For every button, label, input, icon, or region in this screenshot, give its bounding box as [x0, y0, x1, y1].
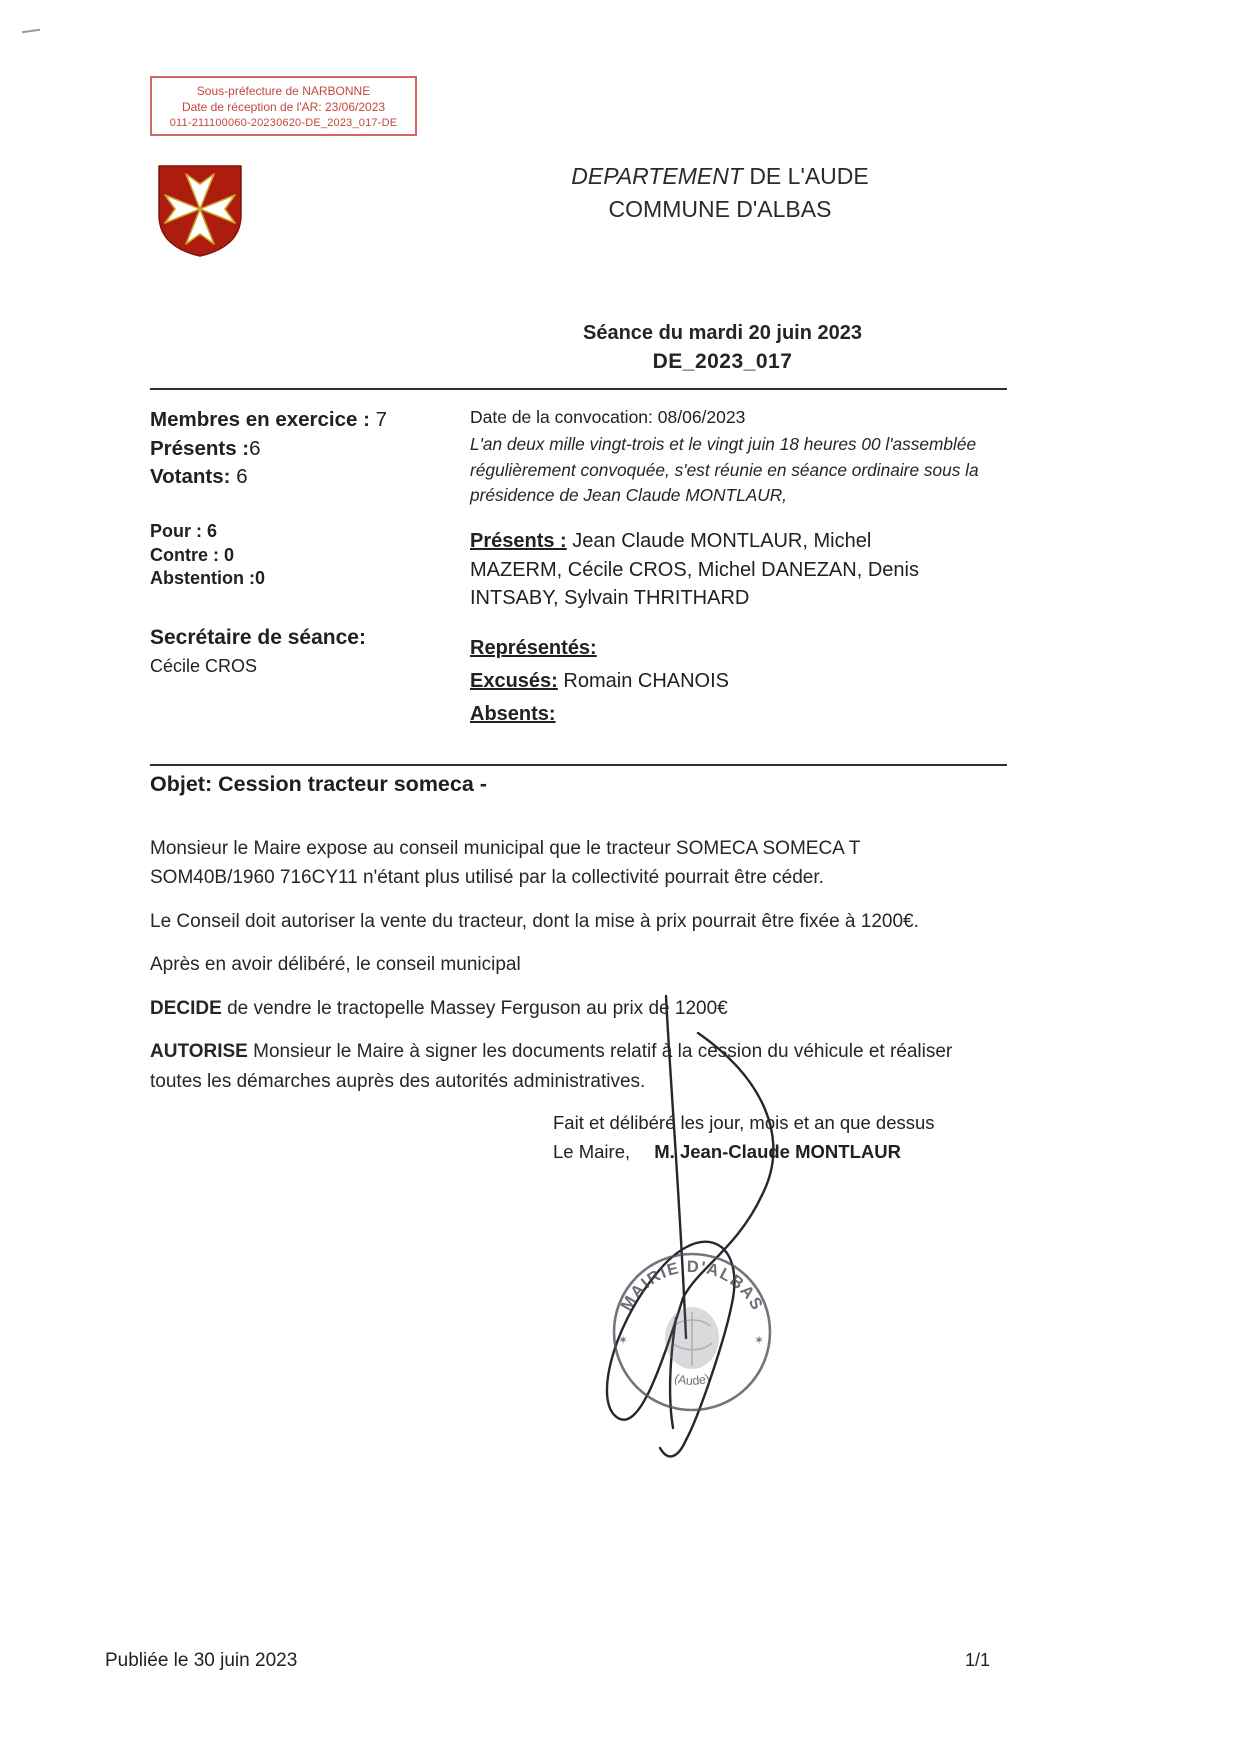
- divider-top: [150, 388, 1007, 390]
- present-count-label: Présents :: [150, 436, 250, 460]
- objet-title: Objet: Cession tracteur someca -: [150, 772, 487, 796]
- presents-line: [470, 527, 1015, 556]
- for-label: Pour :: [150, 521, 202, 541]
- closing-formula: Fait et délibéré les jour, mois et an que dessus: [553, 1112, 935, 1133]
- vote-row: [150, 567, 265, 591]
- maltese-cross-shield-icon: [155, 163, 245, 258]
- svg-text:MAIRIE D'ALBAS: [617, 1258, 766, 1314]
- against-value: 0: [224, 544, 235, 565]
- excuses-label: Excusés:: [470, 670, 558, 692]
- count-row: [150, 463, 387, 492]
- paragraph-line: SOM40B/1960 716CY11 n'étant plus utilisé par la collectivité pourrait être céder.: [150, 866, 824, 888]
- count-row: [150, 435, 387, 464]
- department-line: [430, 160, 1010, 193]
- absents-label: Absents:: [470, 703, 556, 725]
- convocation-date: Date de la convocation: 08/06/2023: [470, 407, 746, 427]
- document-header: [430, 160, 1010, 226]
- stamp-arc-text: MAIRIE D'ALBAS: [617, 1257, 767, 1315]
- scan-artifact: [22, 29, 40, 33]
- representes-label: Représentés:: [470, 637, 597, 659]
- presents-label: Présents :: [470, 530, 567, 552]
- attendance-excuses: [470, 670, 1015, 693]
- attendance-presents: [470, 527, 1015, 613]
- presents-line: INTSABY, Sylvain THRITHARD: [470, 587, 750, 609]
- svg-text:(Aude): [673, 1371, 712, 1388]
- body-paragraph-2: Le Conseil doit autoriser la vente du tracteur, dont la mise à prix pourrait être fixée à 1200€.: [150, 911, 919, 932]
- for-value: 6: [207, 521, 218, 541]
- members-in-office-label: Membres en exercice :: [150, 408, 370, 431]
- autorise-text: Monsieur le Maire à signer les documents relatif à la cession du véhicule et réaliser: [253, 1041, 953, 1062]
- against-label: Contre :: [150, 544, 219, 565]
- commune-line: COMMUNE D'ALBAS: [608, 196, 832, 222]
- members-in-office-value: 7: [375, 408, 388, 431]
- session-title: Séance du mardi 20 juin 2023: [582, 322, 862, 344]
- stamp-star-left: ✶: [618, 1333, 629, 1347]
- decide-label: DECIDE: [150, 998, 222, 1019]
- stamp-star-right: ✶: [754, 1333, 765, 1347]
- body-paragraph-1: [150, 835, 1030, 892]
- divider-objet: [150, 764, 1007, 766]
- deliberation-number: DE_2023_017: [652, 350, 793, 373]
- vote-tally: [150, 520, 265, 591]
- attendance-representes: [470, 637, 1015, 660]
- body-paragraph-3: Après en avoir délibéré, le conseil municipal: [150, 954, 521, 975]
- department-word: DEPARTEMENT: [571, 163, 743, 189]
- page-number: 1/1: [964, 1650, 990, 1670]
- voters-count-label: Votants:: [150, 465, 231, 488]
- narrative-line: L'an deux mille vingt-trois et le vingt juin 18 heures 00 l'assemblée: [470, 434, 977, 454]
- prefecture-reception-stamp: [150, 76, 417, 136]
- secretary-name: Cécile CROS: [150, 656, 258, 676]
- mairie-round-stamp: [608, 1248, 776, 1416]
- narrative-line: régulièrement convoquée, s'est réunie en séance ordinaire sous la: [470, 459, 979, 480]
- reception-stamp-reference: 011-211100060-20230620-DE_2023_017-DE: [169, 117, 398, 129]
- abstention-value: 0: [255, 568, 266, 588]
- abstention-label: Abstention :: [150, 568, 255, 588]
- department-rest: DE L'AUDE: [749, 163, 869, 189]
- session-narrative: [470, 432, 1015, 509]
- decide-text: de vendre le tractopelle Massey Ferguson au prix de 1200€: [227, 998, 728, 1019]
- session-block: [440, 322, 1005, 374]
- reception-stamp-date: Date de réception de l'AR: 23/06/2023: [181, 100, 386, 114]
- attendance-absents: [470, 703, 1015, 726]
- autorise-label: AUTORISE: [150, 1041, 248, 1062]
- excuses-names: Romain CHANOIS: [563, 670, 730, 692]
- present-count-value: 6: [249, 436, 261, 460]
- presents-line: MAZERM, Cécile CROS, Michel DANEZAN, Denis: [470, 558, 919, 581]
- voters-count-value: 6: [236, 465, 248, 488]
- stamp-bottom-text: (Aude): [672, 1371, 712, 1388]
- secretary-label: Secrétaire de séance:: [150, 626, 366, 649]
- narrative-line: présidence de Jean Claude MONTLAUR,: [470, 485, 787, 505]
- vote-row: [150, 520, 265, 544]
- mayor-name: M. Jean-Claude MONTLAUR: [654, 1141, 901, 1162]
- paragraph-line: Monsieur le Maire expose au conseil municipal que le tracteur SOMECA SOMECA T: [150, 838, 861, 859]
- paragraph-line: toutes les démarches auprès des autorités administratives.: [150, 1071, 646, 1092]
- members-counts: [150, 406, 387, 492]
- presents-names: Jean Claude MONTLAUR, Michel: [572, 530, 872, 552]
- publication-date: Publiée le 30 juin 2023: [105, 1650, 298, 1671]
- count-row: [150, 406, 387, 435]
- mayor-title: Le Maire,: [553, 1141, 631, 1162]
- reception-stamp-office: Sous-préfecture de NARBONNE: [196, 84, 371, 98]
- commune-coat-of-arms: [155, 163, 245, 258]
- vote-row: [150, 544, 265, 568]
